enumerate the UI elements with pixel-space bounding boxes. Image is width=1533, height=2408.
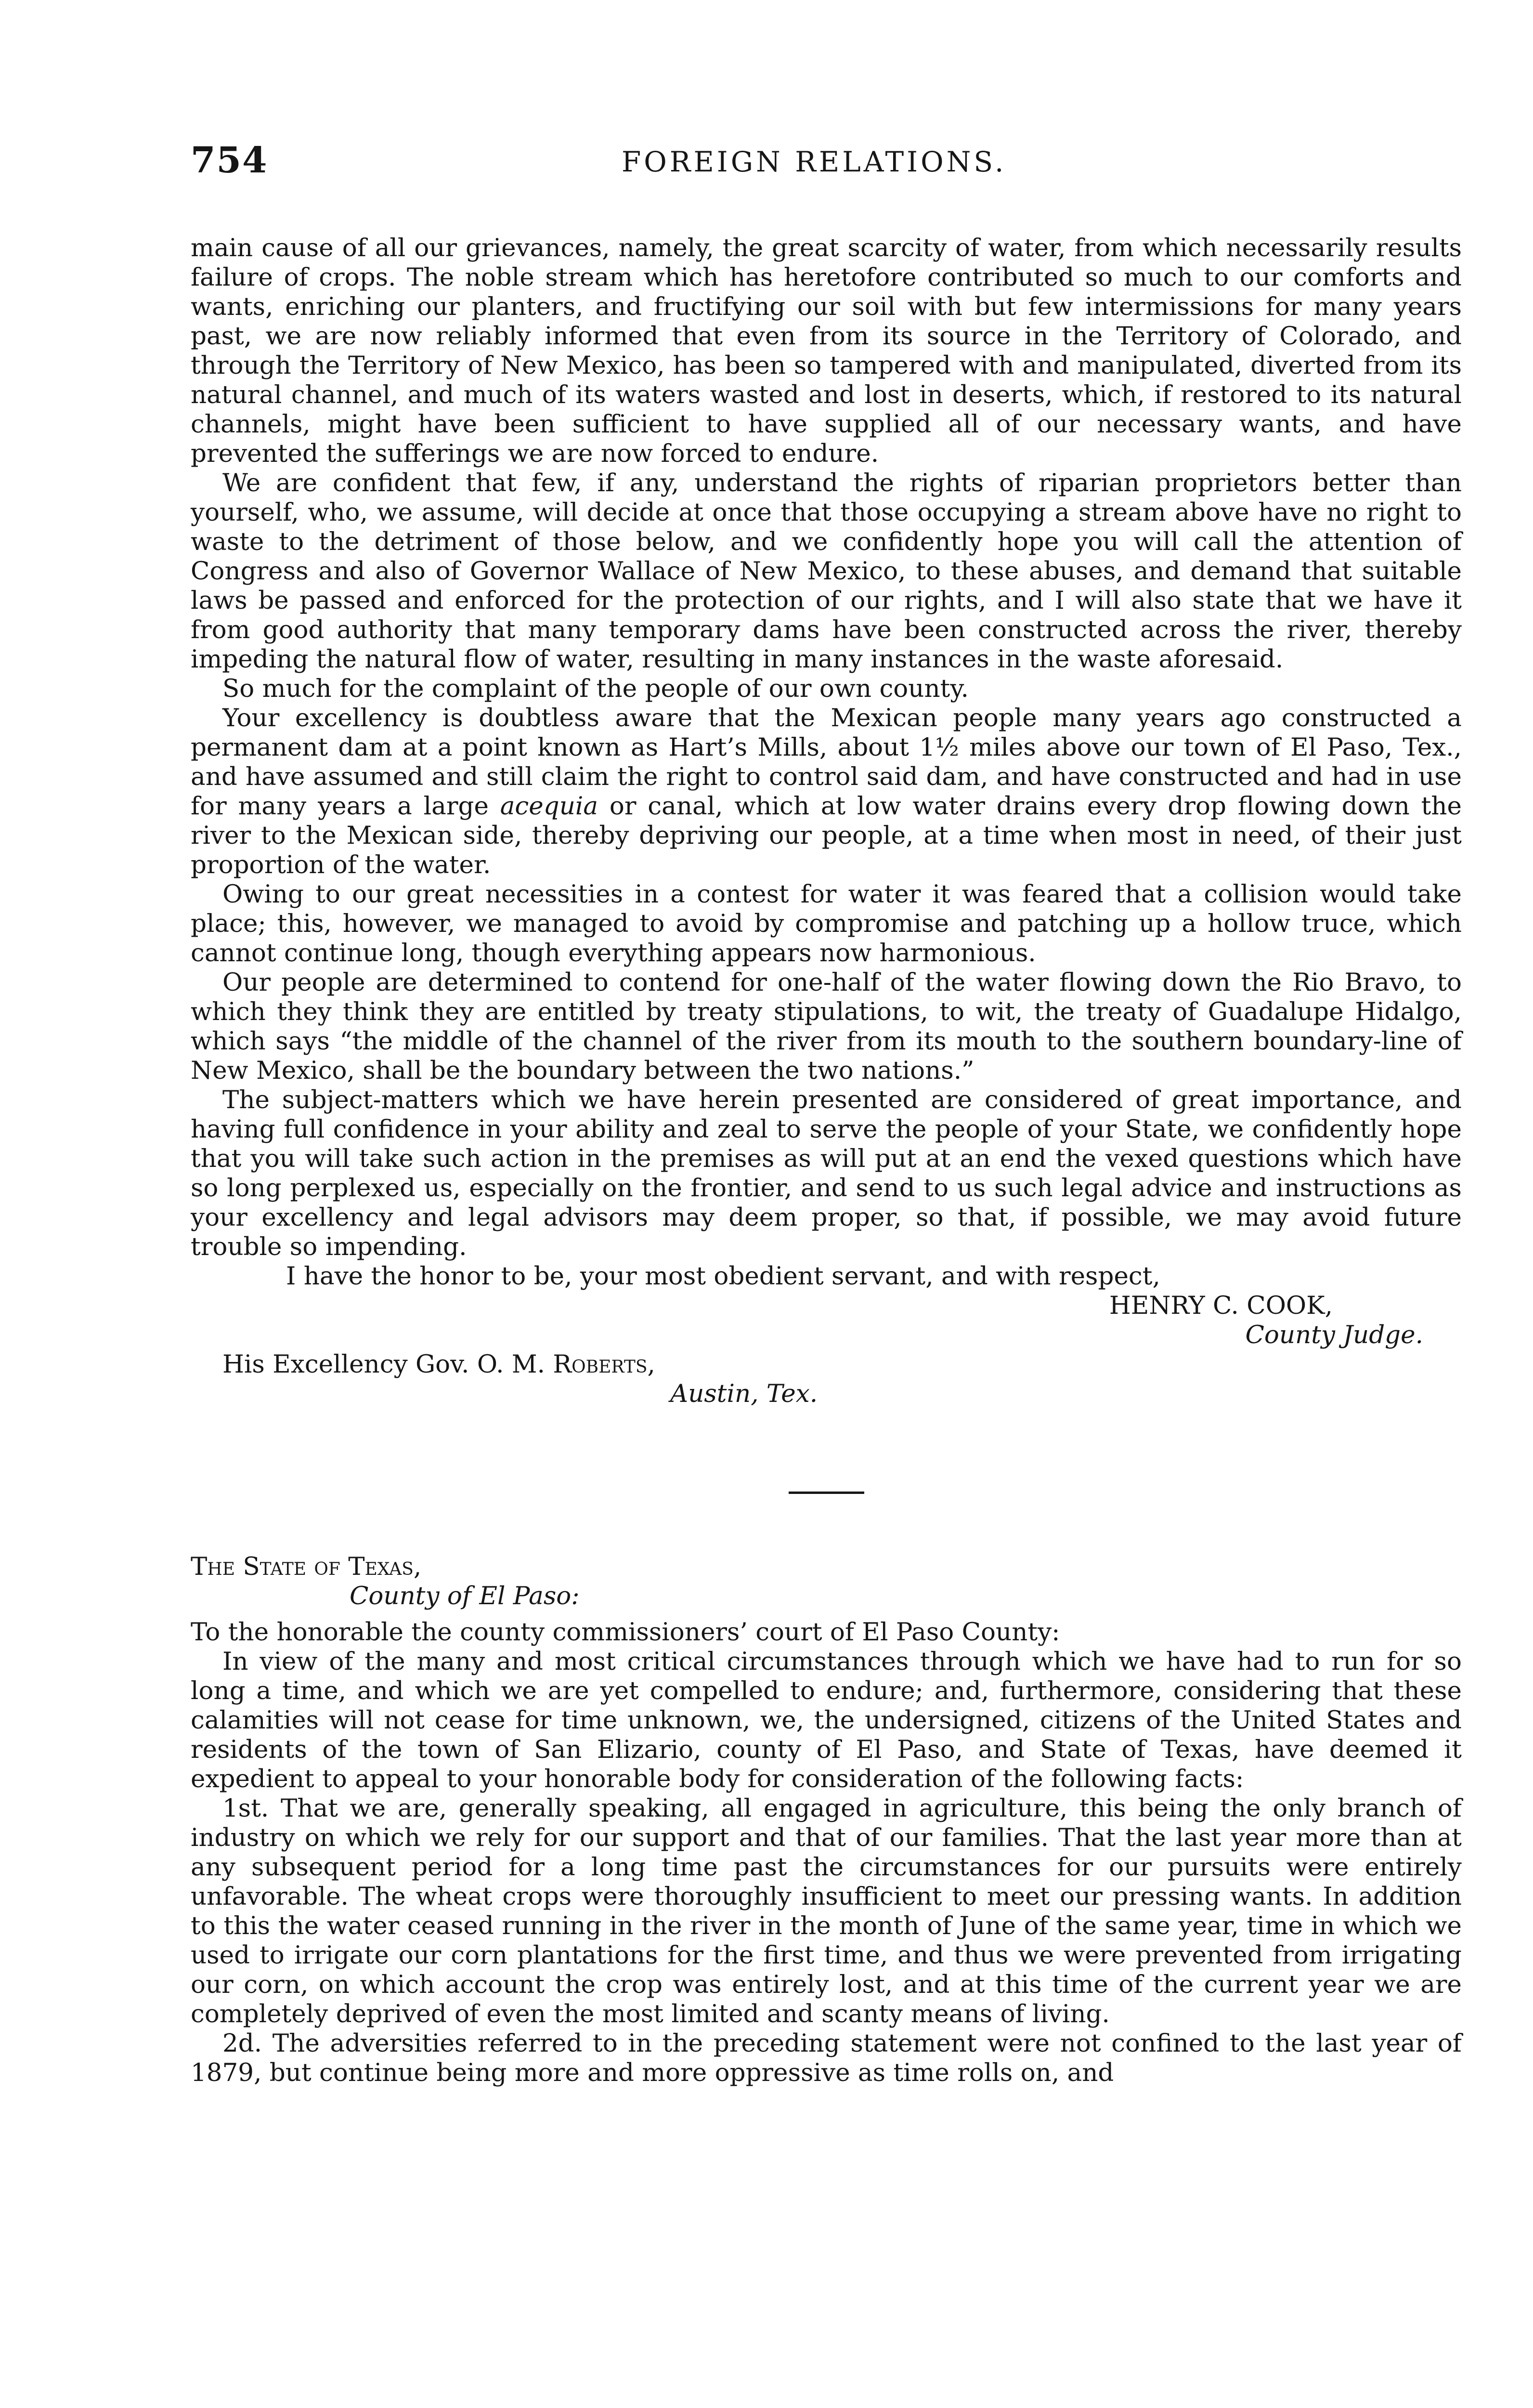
section-divider xyxy=(789,1492,864,1494)
acequia-term: acequia xyxy=(500,792,598,821)
page-header xyxy=(191,140,1462,193)
signature-title: County Judge. xyxy=(1245,1321,1423,1349)
petition-state-heading: The State of Texas, xyxy=(191,1552,422,1581)
letter-closing: I have the honor to be, your most obedient servant, and with respect, xyxy=(286,1262,1160,1291)
letter-paragraph: Owing to our great necessities in a contest for water it was feared that a collision would take place; this, however, we managed to avoid by compromise and patching up a hollow truce, which cannot continue long, though everything appears now harmonious. xyxy=(191,880,1462,968)
recipient-name: Roberts, xyxy=(553,1350,655,1379)
recipient-prefix: His Excellency Gov. O. M. xyxy=(222,1350,553,1379)
running-head: FOREIGN RELATIONS. xyxy=(622,145,1007,178)
letter-paragraph-text: Your excellency is doubtless aware that the Mexican people many years ago constructed a permanent dam at a point known as Hart’s Mills, about 1½ miles above our town of El Paso, Tex., and have assumed and still claim the right to control said dam, and have constructed and had in use for many years a large xyxy=(191,704,1462,821)
letter-paragraph: main cause of all our grievances, namely, the great scarcity of water, from which necessarily results failure of crops. The noble stream which has heretofore contributed so much to our comforts and wants, enriching our planters, and fructifying our soil with but few intermissions for many years past, we are now reliably informed that even from its source in the Territory of Colorado, and through the Territory of New Mexico, has been so tampered with and manipulated, diverted from its natural channel, and much of its waters wasted and lost in deserts, which, if restored to its natural channels, might have been sufficient to have supplied all of our necessary wants, and have prevented the sufferings we are now forced to endure. xyxy=(191,234,1462,468)
letter-paragraph: Our people are determined to contend for one-half of the water flowing down the Rio Bravo, to which they think they are entitled by treaty stipulations, to wit, the treaty of Guadalupe Hidalgo, which says “the middle of the channel of the river from its mouth to the southern boundary-line of New Mexico, shall be the boundary between the two nations.” xyxy=(191,968,1462,1085)
letter-paragraph xyxy=(191,704,1462,880)
recipient-line xyxy=(222,1350,1462,1379)
petition-paragraph: 2d. The adversities referred to in the preceding statement were not confined to the last year of 1879, but continue being more and more oppressive as time rolls on, and xyxy=(191,2029,1462,2087)
letter-paragraph: The subject-matters which we have herein presented are considered of great importance, and having full confidence in your ability and zeal to serve the people of your State, we confidently hope that you will take such action in the premises as will put at an end the vexed questions which have so long perplexed us, especially on the frontier, and send to us such legal advice and instructions as your excellency and legal advisors may deem proper, so that, if possible, we may avoid future trouble so impending. xyxy=(191,1086,1462,1261)
page-number: 754 xyxy=(191,140,268,181)
letter-paragraph: So much for the complaint of the people of our own county. xyxy=(222,674,969,703)
letter-section xyxy=(191,234,1462,1409)
petition-salutation: To the honorable the county commissioners’ court of El Paso County: xyxy=(191,1618,1060,1647)
signature-name: HENRY C. COOK, xyxy=(1109,1291,1333,1320)
letter-paragraph-text: or canal, which at low water drains every drop flowing down the river to the Mexican side, thereby depriving our people, at a time when most in need, of their just proportion of the water. xyxy=(191,792,1462,879)
letter-paragraph: We are confident that few, if any, understand the rights of riparian proprietors better than yourself, who, we assume, will decide at once that those occupying a stream above have no right to waste to the detriment of those below, and we confidently hope you will call the attention of Congress and also of Governor Wallace of New Mexico, to these abuses, and demand that suitable laws be passed and enforced for the protection of our rights, and I will also state that we have it from good authority that many temporary dams have been constructed across the river, thereby impeding the natural flow of water, resulting in many instances in the waste aforesaid. xyxy=(191,469,1462,674)
recipient-location: Austin, Tex. xyxy=(670,1379,818,1408)
document-body xyxy=(191,234,1462,2088)
petition-paragraph: In view of the many and most critical circumstances through which we have had to run for so long a time, and which we are yet compelled to endure; and, furthermore, considering that these calamities will not cease for time unknown, we, the undersigned, citizens of the United States and residents of the town of San Elizario, county of El Paso, and State of Texas, have deemed it expedient to appeal to your honorable body for consideration of the following facts: xyxy=(191,1647,1462,1793)
petition-section xyxy=(191,1552,1462,2088)
petition-county-heading: County of El Paso: xyxy=(350,1582,580,1610)
petition-paragraph: 1st. That we are, generally speaking, all engaged in agriculture, this being the only branch of industry on which we rely for our support and that of our families. That the last year more than at any subsequent period for a long time past the circumstances for our pursuits were entirely unfavorable. The wheat crops were thoroughly insufficient to meet our pressing wants. In addition to this the water ceased running in the river in the month of June of the same year, time in which we used to irrigate our corn plantations for the first time, and thus we were prevented from irrigating our corn, on which account the crop was entirely lost, and at this time of the current year we are completely deprived of even the most limited and scanty means of living. xyxy=(191,1794,1462,2028)
